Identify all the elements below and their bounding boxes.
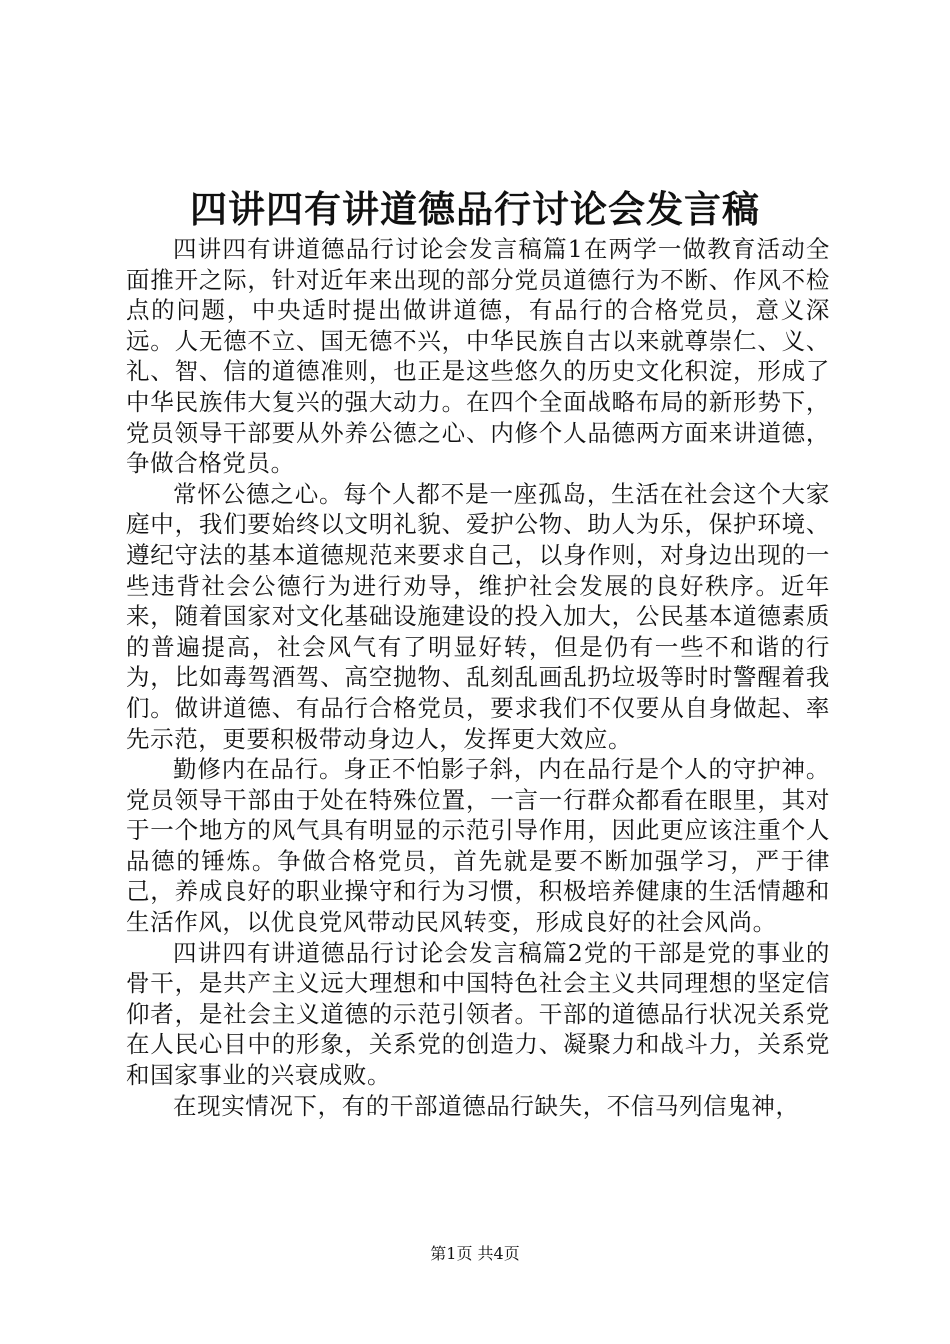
page-footer: 第1页 共4页 [430,1244,520,1263]
paragraph: 四讲四有讲道德品行讨论会发言稿篇2党的干部是党的事业的骨干，是共产主义远大理想和中国特色社会主义共同理想的坚定信仰者，是社会主义道德的示范引领者。干部的道德品行状况关系党在人民心目中的形象，关系党的创造力、凝聚力和战斗力，关系党和国家事业的兴衰成败。 [126,938,830,1090]
paragraph: 勤修内在品行。身正不怕影子斜，内在品行是个人的守护神。党员领导干部由于处在特殊位置，一言一行群众都看在眼里，其对于一个地方的风气具有明显的示范引导作用，因此更应该注重个人品德的锤炼。争做合格党员，首先就是要不断加强学习，严于律己，养成良好的职业操守和行为习惯，积极培养健康的生活情趣和生活作风，以优良党风带动民风转变，形成良好的社会风尚。 [126,755,830,937]
document-body [126,234,830,1121]
paragraph: 在现实情况下，有的干部道德品行缺失，不信马列信鬼神， [173,1091,800,1120]
document-title: 四讲四有讲道德品行讨论会发言稿 [190,187,760,231]
paragraph: 常怀公德之心。每个人都不是一座孤岛，生活在社会这个大家庭中，我们要始终以文明礼貌、爱护公物、助人为乐，保护环境、遵纪守法的基本道德规范来要求自己，以身作则，对身边出现的一些违背社会公德行为进行劝导，维护社会发展的良好秩序。近年来，随着国家对文化基础设施建设的投入加大，公民基本道德素质的普遍提高，社会风气有了明显好转，但是仍有一些不和谐的行为，比如毒驾酒驾、高空抛物、乱刻乱画乱扔垃圾等时时警醒着我们。做讲道德、有品行合格党员，要求我们不仅要从自身做起、率先示范，更要积极带动身边人，发挥更大效应。 [126,479,830,753]
paragraph: 四讲四有讲道德品行讨论会发言稿篇1在两学一做教育活动全面推开之际，针对近年来出现的部分党员道德行为不断、作风不检点的问题，中央适时提出做讲道德，有品行的合格党员，意义深远。人无德不立、国无德不兴，中华民族自古以来就尊崇仁、义、礼、智、信的道德准则，也正是这些悠久的历史文化积淀，形成了中华民族伟大复兴的强大动力。在四个全面战略布局的新形势下，党员领导干部要从外养公德之心、内修个人品德两方面来讲道德，争做合格党员。 [126,235,830,478]
